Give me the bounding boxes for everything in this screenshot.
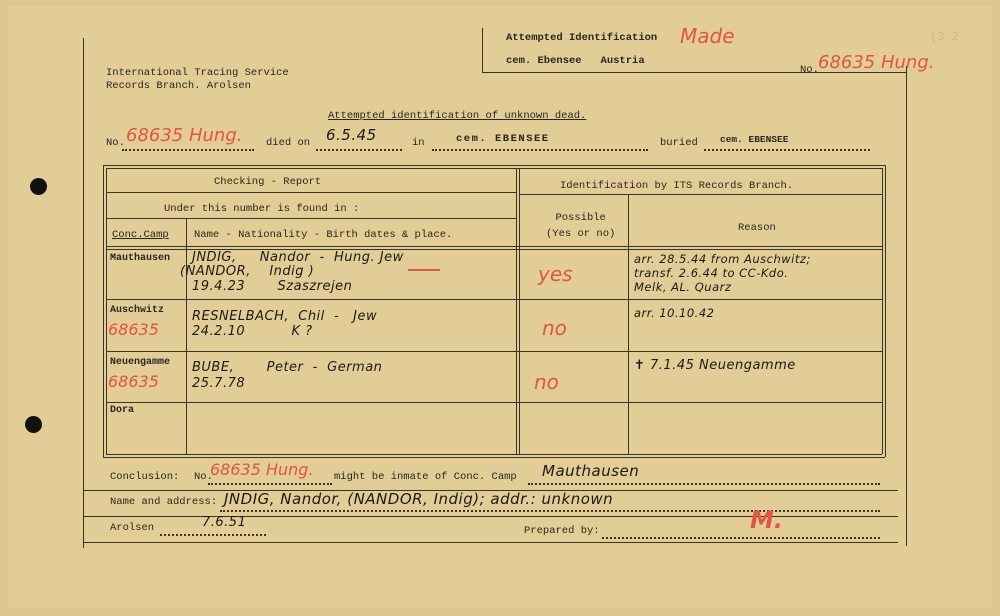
signature: M. [750, 506, 783, 534]
row-camp: Neuengamme [110, 357, 171, 368]
conclusion-label: Conclusion: [110, 471, 180, 483]
table-mid-divider-2 [519, 168, 520, 454]
conclusion-no-value: 68635 Hung. [210, 460, 314, 479]
name-address-value: JNDIG, Nandor, (NANDOR, Indig); addr.: unknown [224, 490, 614, 508]
document-card [8, 6, 992, 608]
under-number-label: Under this number is found in : [164, 203, 360, 215]
table-right-outer [885, 165, 886, 457]
ident-rule [519, 194, 882, 195]
conclusion-camp-value: Mauthausen [542, 462, 640, 480]
prepared-label: Prepared by: [524, 525, 600, 537]
org-line-1: International Tracing Service [106, 67, 289, 79]
row-name-line: JNDIG, Nandor - Hung. Jew [192, 250, 404, 265]
row-number: 68635 [108, 372, 159, 391]
punch-hole-top [30, 178, 47, 195]
col-name-header: Name - Nationality - Birth dates & place. [194, 229, 453, 241]
row-reason-line: arr. 28.5.44 from Auschwitz; [634, 252, 811, 266]
conclusion-no-label: No. [194, 471, 213, 483]
record-no-dots [122, 149, 254, 151]
header-no-value: 68635 Hung. [818, 52, 935, 73]
table-left-inner [106, 168, 107, 454]
corner-mark: (3 2 [930, 30, 959, 44]
header-box-left [482, 28, 483, 72]
buried-label: buried [660, 137, 698, 149]
row-reason-line: arr. 10.10.42 [634, 306, 715, 320]
row-divider-3 [106, 402, 882, 403]
col-camp-header: Conc.Camp [112, 229, 169, 241]
punch-hole-bottom [25, 416, 42, 433]
footer-date-dots [160, 534, 266, 536]
died-value: 6.5.45 [326, 126, 377, 144]
died-dots [316, 149, 402, 151]
form-title: Attempted identification of unknown dead. [328, 110, 587, 122]
conclusion-camp-dots [528, 483, 880, 485]
cem-line: cem. Ebensee Austria [506, 55, 645, 67]
died-label: died on [266, 137, 311, 149]
row-divider-2 [106, 351, 882, 352]
table-top-outer [103, 165, 885, 166]
row-name-line: RESNELBACH, Chil - Jew [192, 309, 378, 324]
hung-underline [408, 269, 440, 271]
buried-value: cem. EBENSEE [720, 134, 789, 145]
checking-rule [106, 192, 516, 193]
row-possible: no [542, 316, 567, 340]
org-line-2: Records Branch. Arolsen [106, 80, 251, 92]
header-bottom-rule [106, 246, 882, 247]
checking-header: Checking - Report [214, 176, 322, 188]
row-camp: Dora [110, 405, 135, 416]
conclusion-no-dots [208, 483, 332, 485]
right-margin-line [906, 66, 907, 546]
table-top-inner [106, 168, 882, 169]
row-possible: yes [538, 262, 573, 286]
row-reason-line: transf. 2.6.44 to CC-Kdo. [634, 266, 789, 280]
table-left-outer [103, 165, 104, 457]
ident-header: Identification by ITS Records Branch. [560, 180, 794, 192]
row-number: 68635 [108, 320, 159, 339]
table-bottom-inner [106, 454, 882, 455]
col-reason-header: Reason [738, 222, 776, 234]
footer-date: 7.6.51 [202, 515, 247, 530]
table-right-inner [882, 168, 883, 454]
buried-dots [704, 149, 870, 151]
row-name-line: BUBE, Peter - German [192, 360, 383, 375]
attempted-label: Attempted Identification [506, 32, 658, 44]
in-value: cem. EBENSEE [456, 133, 550, 145]
row-divider-1 [106, 299, 882, 300]
attempted-value: Made [680, 24, 735, 48]
row-camp: Auschwitz [110, 305, 165, 316]
row-possible: no [534, 370, 559, 394]
row-reason-line: ✝ 7.1.45 Neuengamme [634, 358, 796, 373]
camp-divider [186, 218, 187, 454]
possible-divider [628, 194, 629, 454]
under-number-rule [106, 218, 516, 219]
margin-line [83, 38, 84, 548]
row-reason-line: Melk, AL. Quarz [634, 280, 732, 294]
record-no-value: 68635 Hung. [126, 125, 243, 146]
conclusion-might-be: might be inmate of Conc. Camp [334, 471, 517, 483]
table-bottom-outer [103, 457, 885, 458]
col-possible-header: Possible (Yes or no) [546, 212, 616, 240]
row-name-line: 24.2.10 K ? [192, 324, 313, 339]
row-name-line: (NANDOR, Indig ) [180, 264, 315, 279]
table-mid-divider [516, 168, 517, 454]
prepared-dots [602, 537, 880, 539]
footer-rule [83, 542, 898, 543]
name-address-label: Name and address: [110, 496, 218, 508]
row-name-line: 19.4.23 Szaszrejen [192, 279, 353, 294]
header-no-label: No. [800, 64, 819, 76]
row-name-line: 25.7.78 [192, 376, 246, 391]
record-no-label: No. [106, 137, 125, 149]
in-label: in [412, 137, 425, 149]
row-camp: Mauthausen [110, 253, 171, 264]
footer-place: Arolsen [110, 522, 155, 534]
in-dots [432, 149, 648, 151]
